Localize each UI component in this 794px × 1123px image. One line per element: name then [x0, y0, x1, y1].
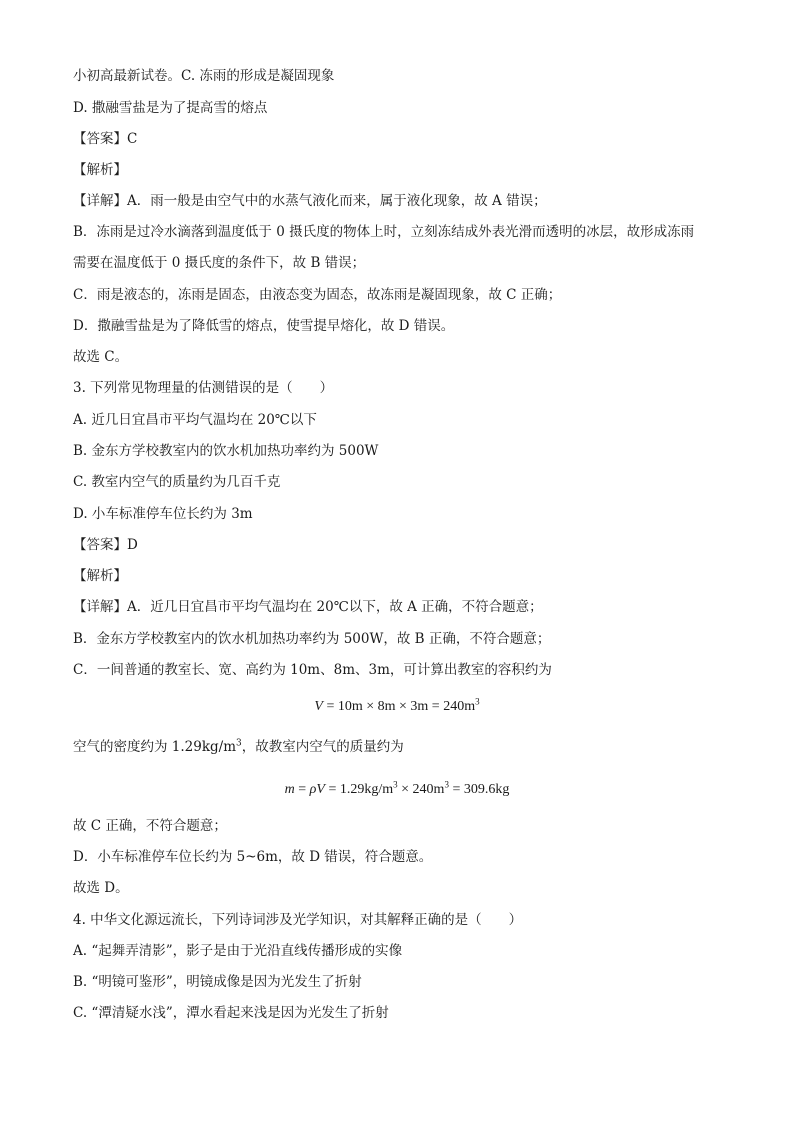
question-4-title: 4. 中华文化源远流长，下列诗词涉及光学知识，对其解释正确的是（ ） — [73, 912, 523, 928]
option-d-line: D. 撒融雪盐是为了提高雪的熔点 — [73, 100, 268, 116]
q3-detail-a: 【详解】A．近几日宜昌市平均气温均在 20℃以下，故 A 正确，不符合题意； — [73, 599, 543, 615]
detail-c-line: C．雨是液态的，冻雨是固态，由液态变为固态，故冻雨是凝固现象，故 C 正确； — [73, 287, 562, 303]
q4-option-a: A. “起舞弄清影”，影子是由于光沿直线传播形成的实像 — [73, 943, 403, 959]
q3-detail-c: C．一间普通的教室长、宽、高约为 10m、8m、3m，可计算出教室的容积约为 — [73, 662, 552, 678]
q3-detail-b: B．金东方学校教室内的饮水机加热功率约为 500W，故 B 正确，不符合题意； — [73, 631, 551, 647]
detail-b-line: B．冻雨是过冷水滴落到温度低于 0 摄氏度的物体上时，立刻冻结成外表光滑而透明的冰层，故形成冻雨 — [73, 224, 695, 240]
q3-choice-line: 故选 D。 — [73, 880, 129, 896]
analysis-label: 【解析】 — [73, 162, 127, 178]
q4-option-c: C. “潭清疑水浅”，潭水看起来浅是因为光发生了折射 — [73, 1005, 389, 1021]
q3-option-d: D. 小车标准停车位长约为 3m — [73, 506, 253, 522]
q3-option-a: A. 近几日宜昌市平均气温均在 20℃以下 — [73, 412, 317, 428]
mass-formula: $m = \rho V = 1.29kg/m^3 \times 240m^3 = 309.6kg$ — [284, 779, 510, 797]
q3-conclusion-c: 故 C 正确，不符合题意； — [73, 818, 227, 834]
q4-option-b: B. “明镜可鉴形”，明镜成像是因为光发生了折射 — [73, 974, 362, 990]
option-c-line: 小初高最新试卷。C. 冻雨的形成是凝固现象 — [73, 68, 335, 84]
detail-b-continued: 需要在温度低于 0 摄氏度的条件下，故 B 错误； — [73, 255, 366, 271]
detail-a-line: 【详解】A．雨一般是由空气中的水蒸气液化而来，属于液化现象，故 A 错误； — [73, 193, 547, 209]
q3-analysis-label: 【解析】 — [73, 568, 127, 584]
q3-detail-d: D．小车标准停车位长约为 5~6m，故 D 错误，符合题意。 — [73, 849, 433, 865]
question-3-title: 3. 下列常见物理量的估测错误的是（ ） — [73, 380, 334, 396]
density-line: 空气的密度约为 $1.29kg/m^3$，故教室内空气的质量约为 — [73, 738, 404, 755]
answer-label: 【答案】C — [73, 131, 138, 147]
volume-formula: $V = 10m \times 8m \times 3m = 240m^3$ — [314, 696, 480, 714]
choice-line: 故选 C。 — [73, 349, 129, 365]
q3-option-c: C. 教室内空气的质量约为几百千克 — [73, 474, 281, 490]
detail-d-line: D．撒融雪盐是为了降低雪的熔点，使雪提早熔化，故 D 错误。 — [73, 318, 455, 334]
q3-option-b: B. 金东方学校教室内的饮水机加热功率约为 500W — [73, 443, 379, 459]
q3-answer-label: 【答案】D — [73, 537, 138, 553]
